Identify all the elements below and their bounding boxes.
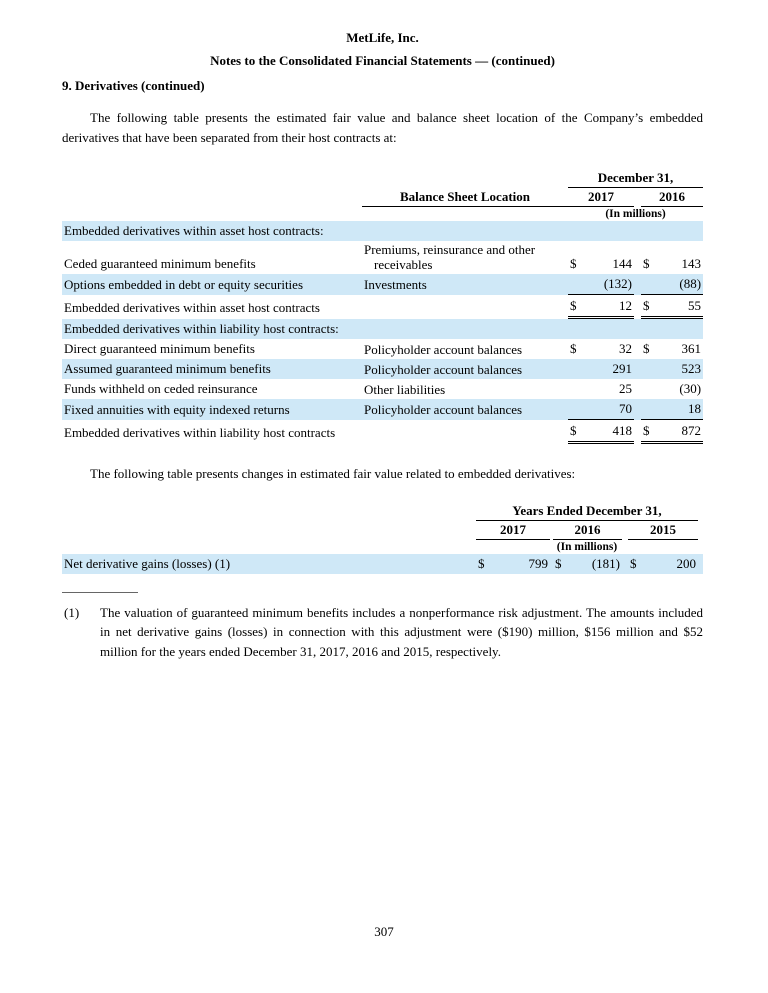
- row-label: Assumed guaranteed minimum benefits: [62, 359, 362, 379]
- currency-cell: $: [570, 341, 577, 356]
- year-column-header: 2017: [476, 520, 550, 539]
- balance-sheet-location-cell: Premiums, reinsurance and other receivables: [364, 242, 536, 272]
- row-label: Embedded derivatives within asset host contracts: [64, 299, 320, 315]
- intro-paragraph-1: The following table presents the estimated fair value and balance sheet location of the Company’s embedded derivatives that have been separated from their host contracts at:: [62, 110, 703, 145]
- currency-cell: $: [628, 554, 644, 574]
- value-cell: 361: [681, 341, 702, 356]
- row-label: Options embedded in debt or equity securities: [62, 274, 362, 295]
- table-row: [62, 359, 703, 379]
- currency-cell: $: [641, 295, 657, 318]
- row-label: Embedded derivatives within liability host contracts:: [62, 318, 703, 340]
- currency-cell: [568, 399, 584, 420]
- value-cell: 523: [657, 359, 703, 379]
- footnote-divider: [62, 592, 138, 593]
- year-column-header: 2016: [553, 520, 622, 539]
- value-cell: 55: [657, 295, 703, 318]
- currency-cell: $: [643, 256, 650, 271]
- table-row: [62, 399, 703, 420]
- company-title: MetLife, Inc.: [346, 30, 419, 45]
- currency-cell: [568, 379, 584, 399]
- date-header: December 31,: [568, 169, 703, 188]
- row-label: Ceded guaranteed minimum benefits: [64, 256, 256, 271]
- table-row: [62, 339, 703, 359]
- balance-sheet-location-cell: Policyholder account balances: [362, 359, 568, 379]
- table-header-row: [62, 207, 703, 222]
- currency-cell: $: [568, 295, 584, 318]
- value-cell: 25: [619, 381, 632, 396]
- value-cell: 32: [619, 341, 632, 356]
- currency-cell: [568, 359, 584, 379]
- currency-cell: $: [641, 420, 657, 443]
- currency-cell: [641, 379, 657, 399]
- section-heading: 9. Derivatives (continued): [62, 78, 205, 93]
- units-label: (In millions): [605, 208, 666, 220]
- year-column-header: 2016: [641, 188, 703, 207]
- row-label: Direct guaranteed minimum benefits: [64, 341, 255, 356]
- value-cell: 799: [492, 554, 550, 574]
- currency-cell: [641, 274, 657, 295]
- table-header-row: [62, 169, 703, 188]
- value-cell: 18: [657, 399, 703, 420]
- table-row: [62, 554, 703, 574]
- footnote: [62, 603, 703, 662]
- intro-paragraph-2: The following table presents changes in estimated fair value related to embedded derivatives:: [90, 466, 576, 481]
- table-section-row: [62, 318, 703, 340]
- row-label: Fixed annuities with equity indexed returns: [62, 399, 362, 420]
- doc-subtitle: Notes to the Consolidated Financial Statements — (continued): [210, 53, 555, 68]
- table-header-row: [62, 502, 703, 521]
- page-number: 307: [374, 924, 394, 939]
- date-header: Years Ended December 31,: [476, 502, 698, 521]
- units-label: (In millions): [556, 540, 618, 553]
- footnote-text: The valuation of guaranteed minimum benefits includes a nonperformance risk adjustment. The amounts included in net derivative gains (losses) in connection with this adjustment were ($190) million, $156 million and $52 million for the years ended December 31, 2017, 2016 and 2015, respectively.: [100, 604, 703, 659]
- currency-cell: [641, 399, 657, 420]
- value-cell: (30): [679, 381, 702, 396]
- table-section-row: [62, 221, 703, 241]
- balance-sheet-location-cell: Other liabilities: [364, 381, 446, 397]
- table-row: [62, 379, 703, 399]
- value-cell: 12: [584, 295, 634, 318]
- balance-sheet-location-cell: Policyholder account balances: [364, 341, 523, 357]
- table-header-row: [62, 539, 703, 554]
- value-cell: (132): [584, 274, 634, 295]
- value-cell: 872: [657, 420, 703, 443]
- row-label: Embedded derivatives within liability host contracts: [64, 424, 336, 440]
- year-column-header: 2017: [568, 188, 634, 207]
- currency-cell: $: [568, 420, 584, 443]
- value-cell: 200: [644, 554, 698, 574]
- table-row: [62, 274, 703, 295]
- changes-table: [62, 502, 703, 574]
- currency-cell: $: [643, 341, 650, 356]
- currency-cell: $: [570, 256, 577, 271]
- table-header-row: [62, 188, 703, 207]
- currency-cell: [568, 274, 584, 295]
- column-header-balance-sheet-location: Balance Sheet Location: [362, 188, 568, 207]
- value-cell: 143: [681, 256, 702, 271]
- fair-value-table: [62, 169, 703, 444]
- row-label: Funds withheld on ceded reinsurance: [64, 381, 258, 396]
- value-cell: 291: [584, 359, 634, 379]
- currency-cell: $: [476, 554, 492, 574]
- row-label: Embedded derivatives within asset host contracts:: [62, 221, 703, 241]
- value-cell: 70: [584, 399, 634, 420]
- value-cell: (181): [569, 554, 622, 574]
- balance-sheet-location-cell: Policyholder account balances: [362, 399, 568, 420]
- table-total-row: [62, 295, 703, 318]
- table-header-row: [62, 520, 703, 539]
- value-cell: (88): [657, 274, 703, 295]
- year-column-header: 2015: [628, 520, 698, 539]
- balance-sheet-location-cell: Investments: [362, 274, 568, 295]
- table-row: [62, 241, 703, 274]
- table-total-row: [62, 420, 703, 443]
- currency-cell: [641, 359, 657, 379]
- row-label: Net derivative gains (losses) (1): [62, 554, 476, 574]
- value-cell: 418: [584, 420, 634, 443]
- value-cell: 144: [612, 256, 632, 271]
- footnote-marker: (1): [64, 604, 80, 620]
- currency-cell: $: [553, 554, 569, 574]
